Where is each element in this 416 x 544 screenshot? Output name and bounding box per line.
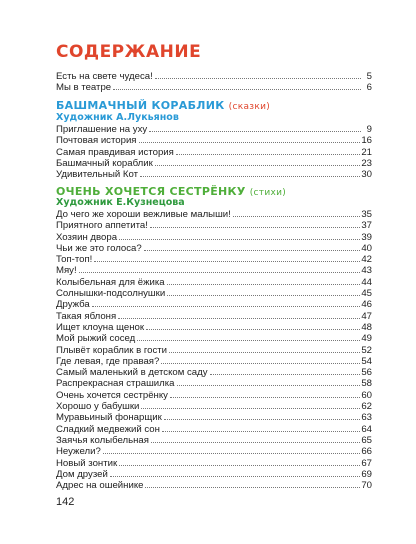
dot-leader <box>177 377 361 386</box>
toc-entry-title: Самый маленький в детском саду <box>56 367 208 378</box>
page-number: 142 <box>56 496 75 508</box>
toc-entry-page: 58 <box>361 378 372 389</box>
dot-leader <box>119 457 360 466</box>
dot-leader <box>110 468 361 477</box>
toc-entry-page: 30 <box>361 169 372 180</box>
toc-entry-title: Солнышки-подсолнушки <box>56 288 166 299</box>
dot-leader <box>141 400 360 409</box>
dot-leader <box>139 134 361 143</box>
toc-entry <box>56 287 372 298</box>
toc-entry-page: 52 <box>361 344 372 355</box>
toc-entry <box>56 231 372 242</box>
toc-entry-title: Сладкий медвежий сон <box>56 423 160 434</box>
toc-entry <box>56 400 372 411</box>
toc-entry <box>56 377 372 388</box>
toc-entry-title: Башмачный кораблик <box>56 157 153 169</box>
toc-entry-page: 67 <box>361 457 372 468</box>
dot-leader <box>161 355 360 364</box>
toc-entry <box>56 134 372 145</box>
toc-entry <box>56 146 372 157</box>
section1-note: (сказки) <box>228 102 271 112</box>
toc-entry-page: 40 <box>361 242 372 254</box>
toc-entry-title: Муравьиный фонарщик <box>56 412 162 423</box>
contents-page <box>56 0 372 544</box>
toc-entry-page: 39 <box>361 231 372 242</box>
toc-entry <box>56 344 372 355</box>
toc-entry-title: Топ-топ! <box>56 254 93 265</box>
toc-entry <box>56 321 372 332</box>
toc-entry <box>56 355 372 366</box>
toc-entry <box>56 276 372 287</box>
toc-entry-page: 16 <box>361 135 372 146</box>
toc-entry-title: Самая правдивая история <box>56 146 174 157</box>
toc-entry <box>56 457 372 468</box>
toc-entry <box>56 411 372 422</box>
toc-entry-page: 44 <box>361 276 372 288</box>
toc-entry <box>56 253 372 264</box>
toc-entry-page: 6 <box>366 82 372 93</box>
toc-entry-title: Ищет клоуна щенок <box>56 321 145 333</box>
toc-entry-title: Мы в театре <box>56 82 112 93</box>
section1-list <box>56 123 372 179</box>
toc-entry-page: 63 <box>361 412 372 423</box>
toc-entry <box>56 445 372 456</box>
toc-entry-page: 66 <box>361 446 372 457</box>
toc-entry-page: 70 <box>361 480 372 491</box>
toc-entry-title: Хорошо у бабушки <box>56 401 140 412</box>
dot-leader <box>140 168 360 177</box>
toc-entry-page: 5 <box>366 71 372 82</box>
toc-entry <box>56 310 372 321</box>
toc-entry-page: 65 <box>361 434 372 446</box>
toc-entry-title: Дружба <box>56 299 90 310</box>
toc-entry-title: Дом друзей <box>56 468 108 480</box>
toc-entry-title: Новый зонтик <box>56 457 118 468</box>
toc-entry-page: 37 <box>361 220 372 231</box>
section1-title-text: БАШМАЧНЫЙ КОРАБЛИК <box>56 99 225 112</box>
toc-entry <box>56 434 372 445</box>
toc-entry-title: Приятного аппетита! <box>56 220 148 231</box>
dot-leader <box>233 208 361 217</box>
toc-entry-page: 56 <box>361 367 372 378</box>
toc-entry-title: Где левая, где правая? <box>56 355 160 367</box>
toc-entry <box>56 70 372 81</box>
toc-entry <box>56 264 372 275</box>
toc-entry-page: 64 <box>361 423 372 434</box>
toc-entry-title: Есть на свете чудеса! <box>56 71 153 82</box>
toc-entry <box>56 332 372 343</box>
toc-entry-title: Мой рыжий сосед <box>56 333 136 344</box>
toc-entry-title: Колыбельная для ёжика <box>56 276 165 288</box>
dot-leader <box>167 276 361 285</box>
toc-entry-title: Распрекрасная страшилка <box>56 378 175 389</box>
dot-leader <box>150 219 360 228</box>
toc-entry <box>56 468 372 479</box>
dot-leader <box>118 310 360 319</box>
intro-list <box>56 70 372 93</box>
toc-entry-page: 60 <box>361 389 372 401</box>
dot-leader <box>92 298 361 307</box>
toc-entry-page: 43 <box>361 265 372 276</box>
toc-entry <box>56 423 372 434</box>
dot-leader <box>94 253 360 262</box>
toc-entry-title: Очень хочется сестрёнку <box>56 389 168 401</box>
toc-entry-page: 42 <box>361 254 372 265</box>
toc-entry-title: Мяу! <box>56 265 77 276</box>
toc-entry-title: Хозяин двора <box>56 231 118 242</box>
dot-leader <box>137 332 360 341</box>
dot-leader <box>149 123 361 132</box>
toc-entry-page: 35 <box>361 209 372 220</box>
toc-entry-page: 54 <box>361 355 372 367</box>
dot-leader <box>176 146 361 155</box>
dot-leader <box>155 157 361 166</box>
dot-leader <box>146 321 360 330</box>
toc-entry-page: 46 <box>361 299 372 310</box>
dot-leader <box>113 81 361 90</box>
toc-entry-page: 69 <box>361 468 372 480</box>
dot-leader <box>170 389 360 398</box>
toc-entry-page: 48 <box>361 321 372 333</box>
toc-entry-page: 23 <box>361 157 372 169</box>
dot-leader <box>155 70 361 79</box>
toc-entry-page: 21 <box>361 146 372 157</box>
toc-entry <box>56 219 372 230</box>
toc-entry <box>56 157 372 168</box>
toc-entry-title: Удивительный Кот <box>56 169 138 180</box>
toc-entry-title: До чего же хороши вежливые малыши! <box>56 209 231 220</box>
toc-entry-title: Неужели? <box>56 446 101 457</box>
dot-leader <box>79 264 361 273</box>
toc-entry <box>56 81 372 92</box>
toc-entry-title: Плывёт кораблик в гости <box>56 344 168 355</box>
toc-entry <box>56 479 372 490</box>
section1-artist: Художник А.Лукьянов <box>56 112 179 123</box>
dot-leader <box>164 411 361 420</box>
section2-artist: Художник Е.Кузнецова <box>56 197 185 208</box>
dot-leader <box>103 445 361 454</box>
section1-title <box>56 99 270 112</box>
dot-leader <box>151 434 360 443</box>
toc-entry <box>56 389 372 400</box>
section2-list <box>56 208 372 490</box>
dot-leader <box>167 287 360 296</box>
toc-entry-page: 47 <box>361 310 372 321</box>
dot-leader <box>119 231 360 240</box>
toc-entry-title: Приглашение на уху <box>56 124 148 135</box>
section2-note: (стихи) <box>249 188 287 198</box>
toc-entry <box>56 168 372 179</box>
dot-leader <box>144 242 361 251</box>
toc-entry <box>56 366 372 377</box>
toc-entry-title: Адрес на ошейнике <box>56 480 144 491</box>
section2-title-text: ОЧЕНЬ ХОЧЕТСЯ СЕСТРЁНКУ <box>56 185 246 198</box>
toc-entry <box>56 123 372 134</box>
toc-entry <box>56 208 372 219</box>
toc-entry-title: Почтовая история <box>56 135 137 146</box>
dot-leader <box>210 366 361 375</box>
dot-leader <box>169 344 360 353</box>
toc-entry-page: 49 <box>361 333 372 344</box>
toc-entry-page: 45 <box>361 288 372 299</box>
toc-entry <box>56 298 372 309</box>
dot-leader <box>162 423 360 432</box>
toc-entry-page: 62 <box>361 401 372 412</box>
page-title: СОДЕРЖАНИЕ <box>56 42 202 62</box>
toc-entry-page: 9 <box>366 124 372 135</box>
toc-entry-title: Заячья колыбельная <box>56 434 149 446</box>
dot-leader <box>145 479 360 488</box>
toc-entry <box>56 242 372 253</box>
toc-entry-title: Такая яблоня <box>56 310 117 321</box>
toc-entry-title: Чьи же это голоса? <box>56 242 142 254</box>
